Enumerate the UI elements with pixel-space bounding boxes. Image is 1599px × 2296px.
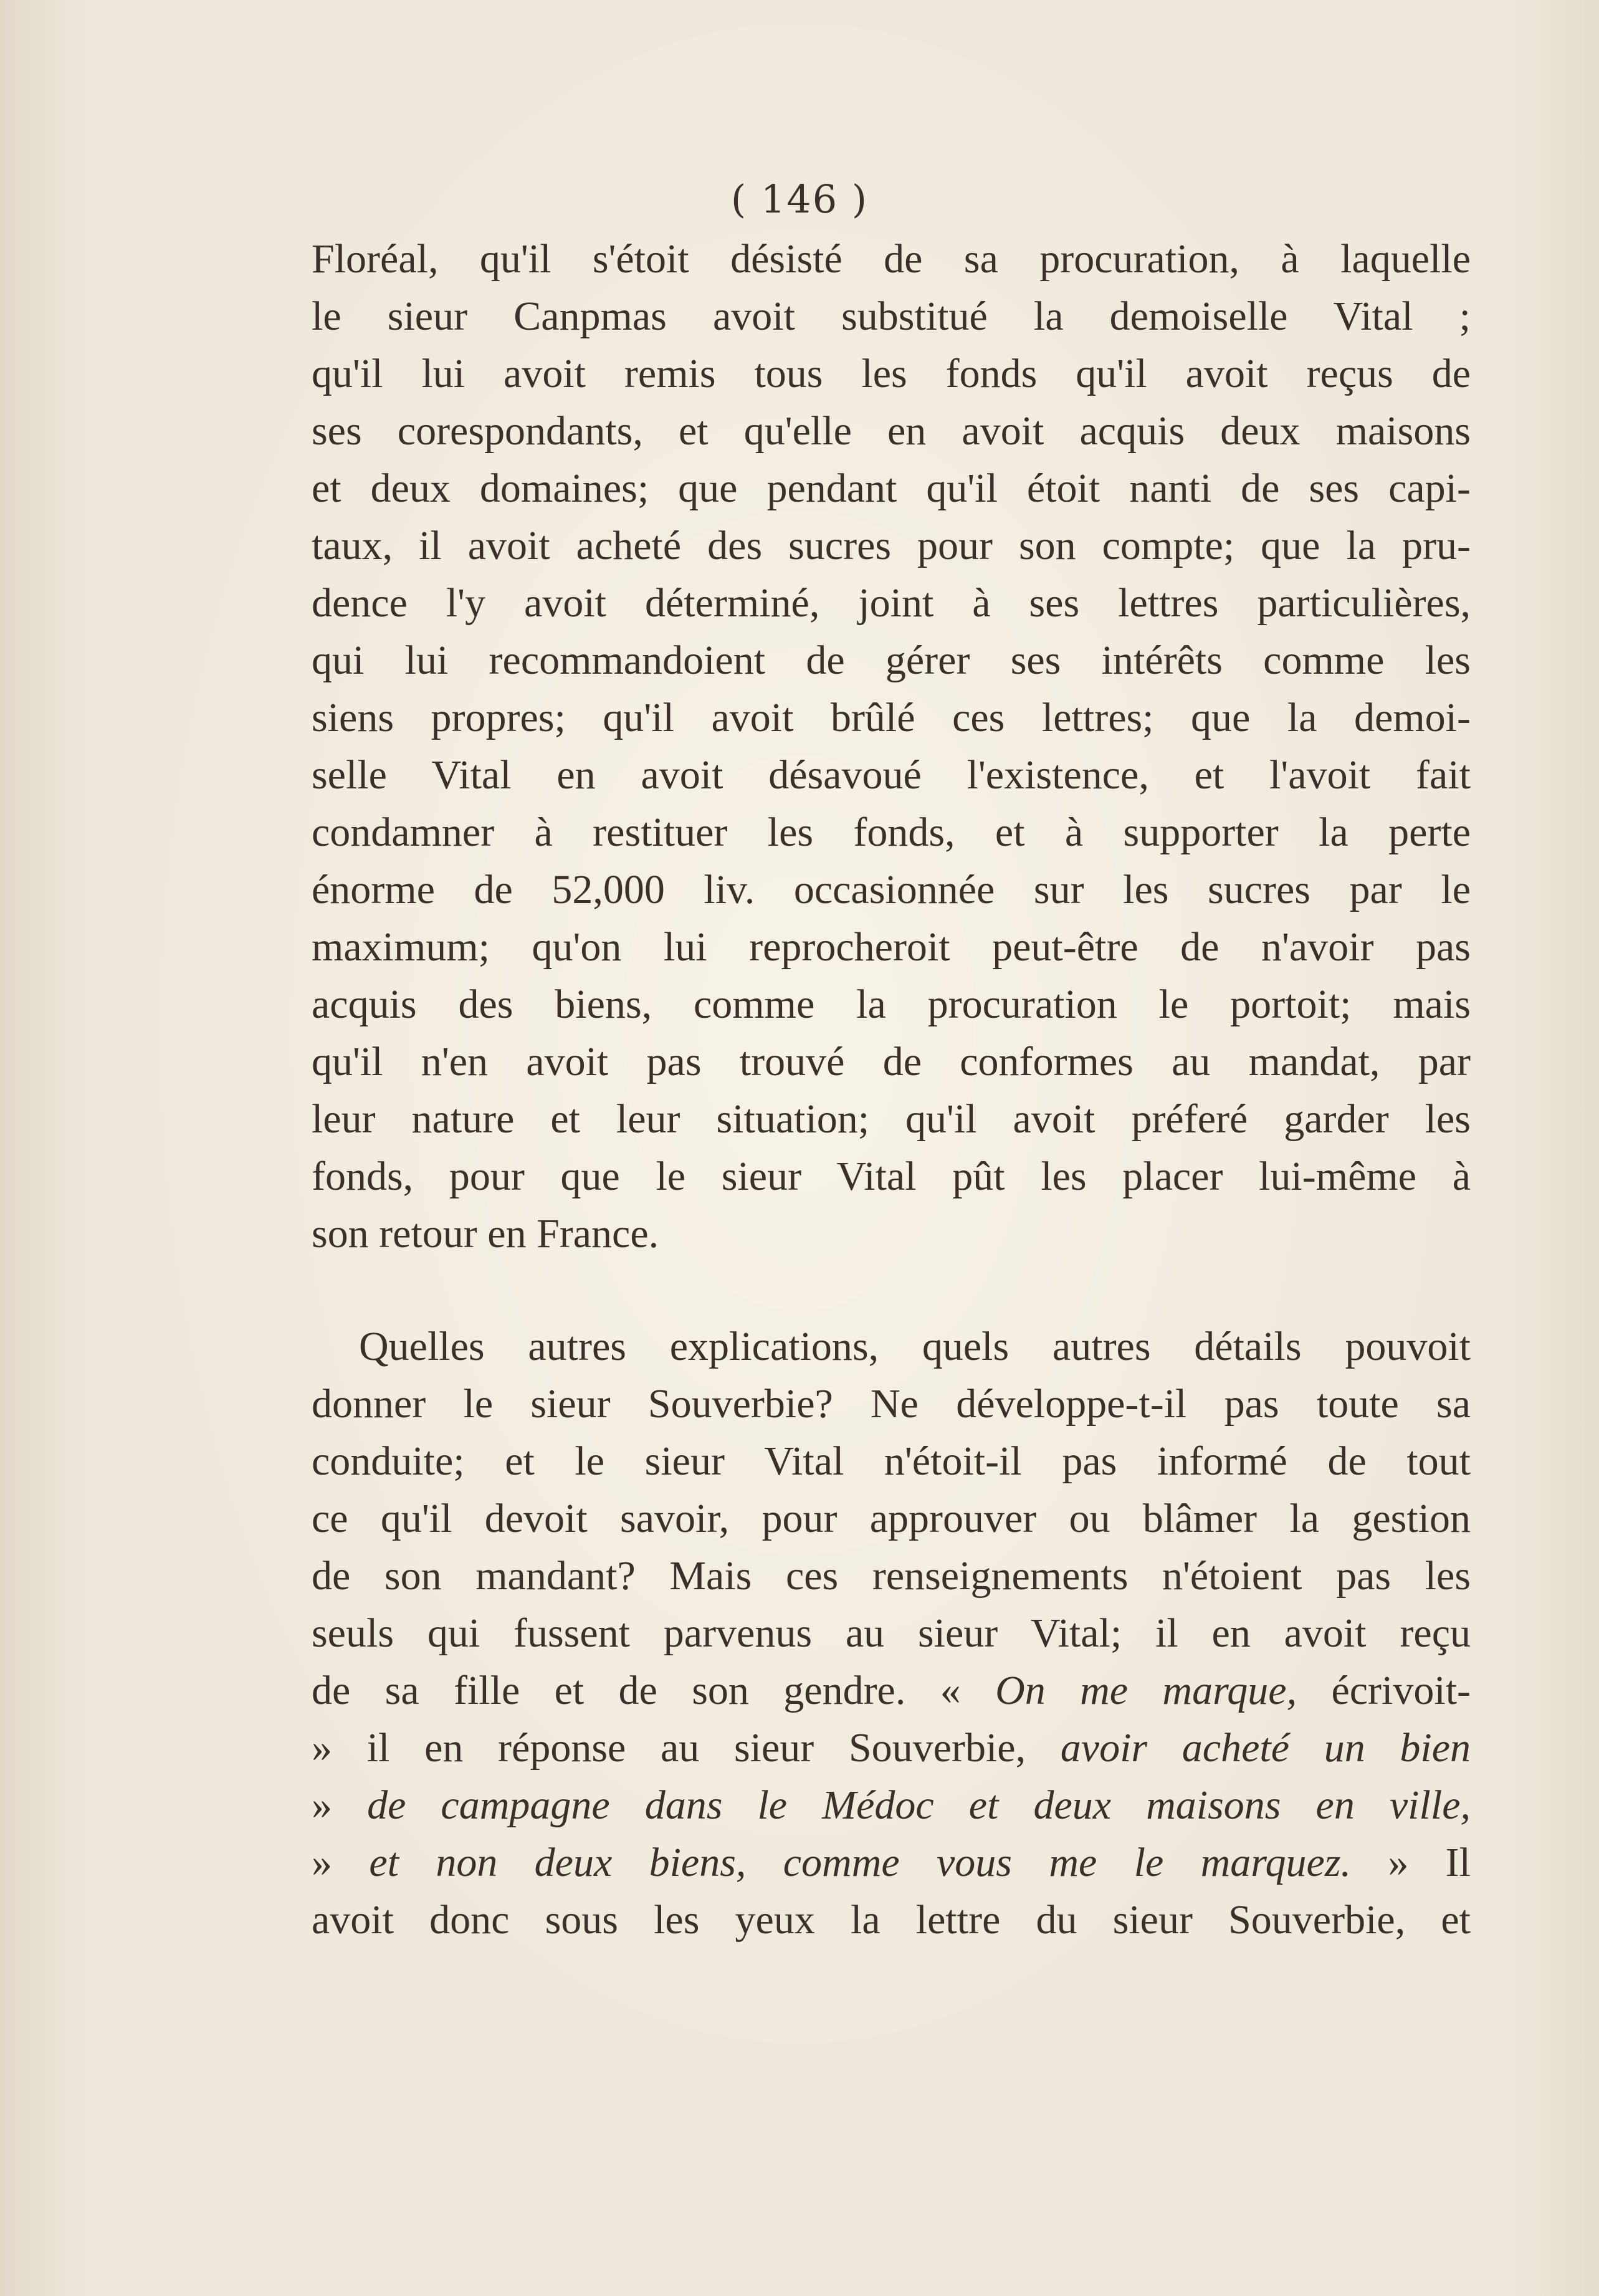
text-line: acquis des biens, comme la procuration le portoit; mais [312,982,1471,1027]
text-line: son retour en France. [312,1211,659,1256]
quote-continue-mark: » [312,1725,332,1771]
text-line: Quelles autres explications, quels autres détails pouvoit [359,1324,1471,1369]
quote-italic: de campagne dans le Médoc et deux maisons en ville, [367,1782,1471,1828]
quote-italic: On me marque, [995,1668,1297,1713]
page-number: ( 146 ) [730,176,869,222]
paragraph-1 [312,231,1471,1263]
quote-open-mark: « [940,1668,961,1713]
text-line: taux, il avoit acheté des sucres pour son compte; que la pru- [312,523,1471,568]
text-line: avoit donc sous les yeux la lettre du sieur Souverbie, et [312,1897,1471,1943]
text-line: qu'il n'en avoit pas trouvé de conformes au mandat, par [312,1039,1471,1084]
text-line [312,1777,1471,1834]
text-line: conduite; et le sieur Vital n'étoit-il pas informé de tout [312,1438,1471,1484]
quote-italic: et non deux biens, comme vous me le marquez. [369,1840,1351,1885]
quote-continue-mark: » [312,1840,332,1885]
text-line: qu'il lui avoit remis tous les fonds qu'il avoit reçus de [312,351,1471,396]
text-line: dence l'y avoit déterminé, joint à ses lettres particulières, [312,580,1471,626]
text-line: seuls qui fussent parvenus au sieur Vital; il en avoit reçu [312,1610,1471,1656]
text-line: ce qu'il devoit savoir, pour approuver ou blâmer la gestion [312,1496,1471,1541]
text-line: selle Vital en avoit désavoué l'existence, et l'avoit fait [312,752,1471,798]
text-line: maximum; qu'on lui reprocheroit peut-être de n'avoir pas [312,924,1471,970]
text-line: énorme de 52,000 liv. occasionnée sur les sucres par le [312,867,1471,912]
text-line: le sieur Canpmas avoit substitué la demoiselle Vital ; [312,294,1471,339]
quote-continue-mark: » [312,1782,332,1828]
text-segment: de sa fille et de son gendre. [312,1668,906,1713]
text-line: qui lui recommandoient de gérer ses intérêts comme les [312,638,1471,683]
text-line: fonds, pour que le sieur Vital pût les placer lui-même à [312,1154,1471,1199]
text-line: leur nature et leur situation; qu'il avoit préferé garder les [312,1096,1471,1142]
text-line: donner le sieur Souverbie? Ne développe-t-il pas toute sa [312,1381,1471,1427]
text-line: siens propres; qu'il avoit brûlé ces lettres; que la demoi- [312,695,1471,740]
text-line [312,1834,1471,1892]
text-line: Floréal, qu'il s'étoit désisté de sa procuration, à laquelle [312,236,1471,282]
text-line: condamner à restituer les fonds, et à supporter la perte [312,810,1471,855]
text-line: et deux domaines; que pendant qu'il étoit nanti de ses capi- [312,466,1471,511]
paragraph-2 [312,1318,1471,1949]
quote-italic: avoir acheté un bien [1060,1725,1471,1771]
text-line: ses corespondants, et qu'elle en avoit acquis deux maisons [312,408,1471,454]
text-line [312,1720,1471,1777]
text-segment: écrivoit- [1331,1668,1471,1713]
quote-close-mark: » Il [1388,1840,1471,1885]
text-segment: il en réponse au sieur Souverbie, [366,1725,1026,1771]
text-line [312,1662,1471,1720]
text-line: de son mandant? Mais ces renseignements n'étoient pas les [312,1553,1471,1599]
